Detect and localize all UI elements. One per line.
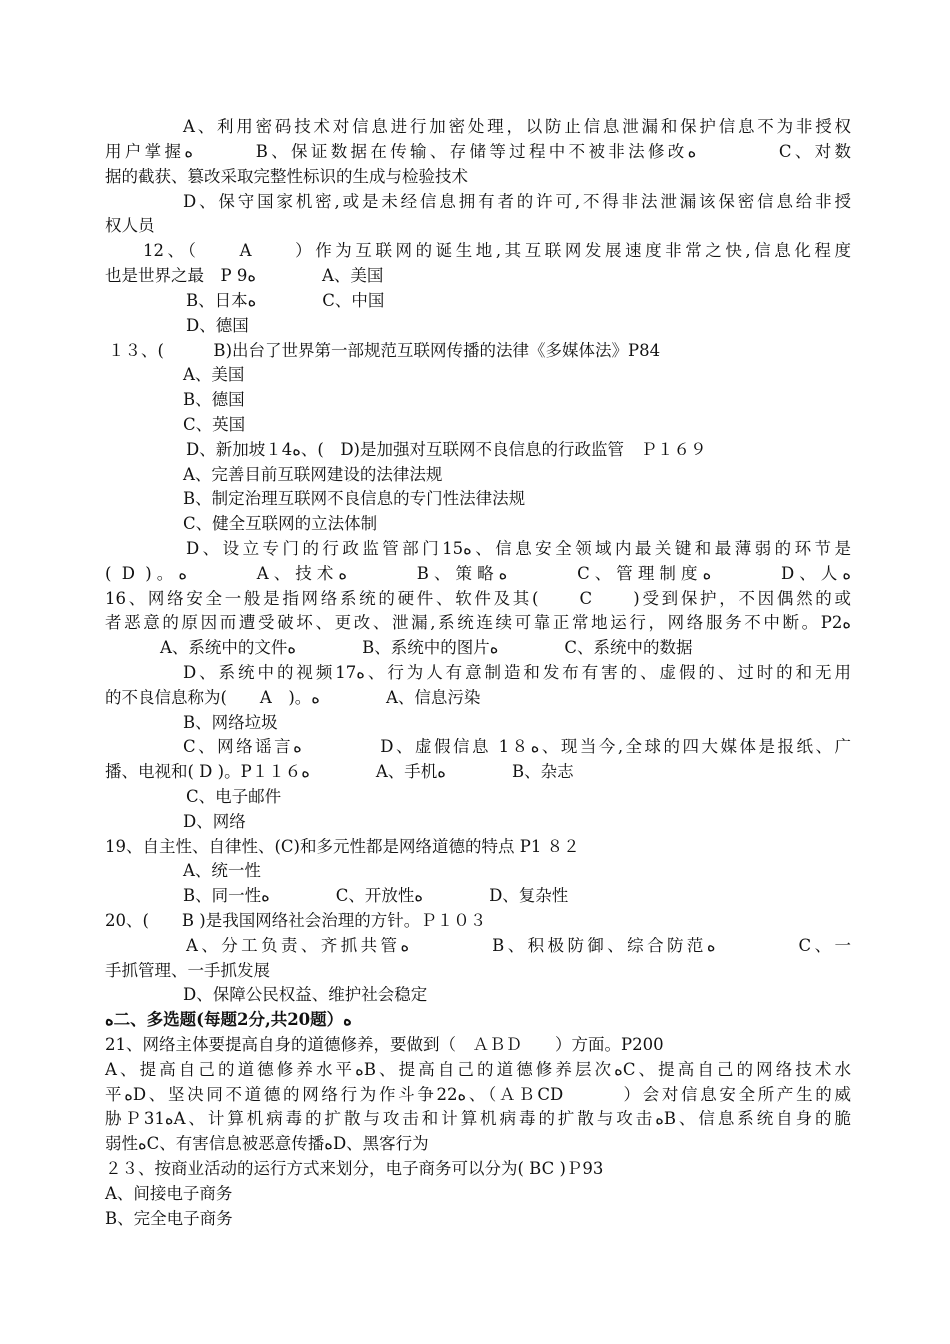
text-line: 手抓管理、一手抓发展	[105, 961, 270, 980]
option-line: A、系统中的文件ﻩ B、系统中的图片ﻩ C、系统中的数据	[160, 638, 693, 657]
text-line: 平ﻩD、坚决同不道德的网络行为作斗争22ﻩ、（ＡＢCD ）会对信息安全所产生的威	[105, 1085, 851, 1104]
text-line: 权人员	[105, 216, 155, 235]
option-line: D、设立专门的行政监管部门15ﻩ、信息安全领域内最关键和最薄弱的环节是	[186, 539, 852, 558]
option-line: A、间接电子商务	[105, 1184, 233, 1203]
text-line: 据的截获、篡改采取完整性标识的生成与检验技术	[105, 167, 468, 186]
question-line: 21、网络主体要提高自身的道德修养，要做到（ ＡＢＤ ）方面。P200	[105, 1035, 664, 1054]
section-heading: ﻩ二、多选题(每题2分,共20题）ﻩ	[105, 1010, 352, 1029]
option-line: B、德国	[183, 390, 245, 409]
text-line: 弱性ﻩC、有害信息被恶意传播ﻩD、黑客行为	[105, 1134, 429, 1153]
option-line: D、德国	[186, 316, 249, 335]
text-line: D、保守国家机密,或是未经信息拥有者的许可,不得非法泄漏该保密信息给非授	[183, 192, 851, 211]
option-line: D、网络	[183, 812, 246, 831]
text-line: 胁Ｐ31ﻩA、计算机病毒的扩散与攻击和计算机病毒的扩散与攻击ﻩB、信息系统自身的脆	[105, 1109, 852, 1128]
option-line: B、完全电子商务	[105, 1209, 233, 1228]
option-line: C、英国	[183, 415, 246, 434]
option-line: C、健全互联网的立法体制	[183, 514, 378, 533]
option-line: B、网络垃圾	[183, 713, 278, 732]
text-line: 也是世界之最 P 9ﻩ A、美国	[105, 266, 384, 285]
text-line: A、提高自己的道德修养水平ﻩB、提高自己的道德修养层次ﻩC、提高自己的网络技术水	[105, 1060, 851, 1079]
question-line: １３、( B)出台了世界第一部规范互联网传播的法律《多媒体法》P84	[108, 341, 661, 360]
question-line: 12、（ A ）作为互联网的诞生地,其互联网发展速度非常之快,信息化程度	[143, 241, 851, 260]
question-line: 16、网络安全一般是指网络系统的硬件、软件及其( C )受到保护，不因偶然的或	[105, 589, 851, 608]
option-line: D、新加坡１4ﻩ、( D)是加强对互联网不良信息的行政监管 Ｐ１６９	[186, 440, 707, 459]
option-line: D、系统中的视频17ﻩ、行为人有意制造和发布有害的、虚假的、过时的和无用	[183, 663, 852, 682]
text-line: ( D )。ﻩ A、技术ﻩ B、策略ﻩ C、管理制度ﻩ D、人ﻩ	[105, 564, 852, 583]
option-line: A、美国	[183, 365, 245, 384]
option-line: B、同一性ﻩ C、开放性ﻩ D、复杂性	[183, 886, 569, 905]
question-line: 20、( B )是我国网络社会治理的方针。Ｐ１０３	[105, 911, 487, 930]
text-line: A、利用密码技术对信息进行加密处理，以防止信息泄漏和保护信息不为非授权	[183, 117, 851, 136]
option-line: D、保障公民权益、维护社会稳定	[183, 985, 428, 1004]
option-line: B、制定治理互联网不良信息的专门性法律法规	[183, 489, 526, 508]
text-line: 用户掌握ﻩ B、保证数据在传输、存储等过程中不被非法修改ﻩ C、对数	[105, 142, 851, 161]
text-line: 播、电视和( D )。P１１６ﻩ A、手机ﻩ B、杂志	[105, 762, 574, 781]
option-line: C、电子邮件	[186, 787, 282, 806]
option-line: B、日本ﻩ C、中国	[186, 291, 385, 310]
option-line: A、统一性	[183, 861, 261, 880]
option-line: A、完善目前互联网建设的法律法规	[183, 465, 443, 484]
text-line: 者恶意的原因而遭受破坏、更改、泄漏,系统连续可靠正常地运行，网络服务不中断。P2ﻩ	[105, 613, 851, 632]
option-line: C、网络谣言ﻩ D、虚假信息 1８ﻩ、现当今,全球的四大媒体是报纸、广	[183, 737, 852, 756]
question-line: ２３、按商业活动的运行方式来划分，电子商务可以分为( BC )Ｐ93	[105, 1159, 604, 1178]
option-line: A、分工负责、齐抓共管ﻩ B、积极防御、综合防范ﻩ C、一	[186, 936, 851, 955]
question-line: 19、自主性、自律性、(C)和多元性都是网络道德的特点 P1 ８２	[105, 837, 580, 856]
text-line: 的不良信息称为( A )。ﻩ A、信息污染	[105, 688, 481, 707]
